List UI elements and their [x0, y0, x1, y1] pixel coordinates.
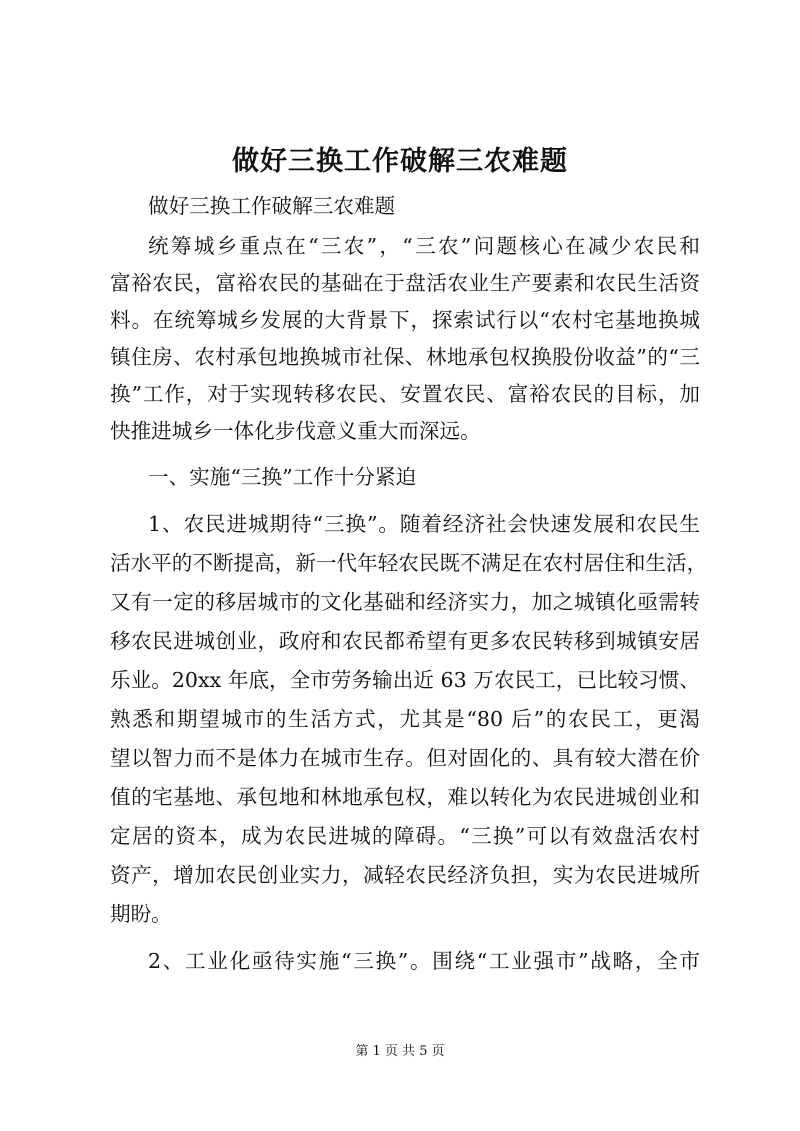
paragraph-line: 定居的资本，成为农民进城的障碍。“三换”可以有效盘活农村: [110, 824, 700, 848]
paragraph-line: 望以智力而不是体力在城市生存。但对固化的、具有较大潜在价: [110, 746, 700, 770]
subtitle-line: 做好三换工作破解三农难题: [148, 194, 396, 218]
paragraph-line: 换”工作，对于实现转移农民、安置农民、富裕农民的目标，加: [110, 382, 700, 406]
paragraph-line: 活水平的不断提高，新一代年轻农民既不满足在农村居住和生活，: [110, 551, 708, 575]
paragraph-line: 富裕农民，富裕农民的基础在于盘活农业生产要素和农民生活资: [110, 271, 700, 295]
paragraph-line: 移农民进城创业，政府和农民都希望有更多农民转移到城镇安居: [110, 629, 700, 653]
paragraph-line: 资产，增加农民创业实力，减轻农民经济负担，实为农民进城所: [110, 863, 700, 887]
paragraph-line: 值的宅基地、承包地和林地承包权，难以转化为农民进城创业和: [110, 785, 700, 809]
paragraph-line: 又有一定的移居城市的文化基础和经济实力，加之城镇化亟需转: [110, 590, 700, 614]
paragraph-line: 统筹城乡重点在“三农”，“三农”问题核心在减少农民和: [148, 234, 700, 258]
paragraph-line: 镇住房、农村承包地换城市社保、林地承包权换股份收益”的“三: [110, 345, 700, 369]
document-title: 做好三换工作破解三农难题: [232, 146, 568, 177]
paragraph-line: 快推进城乡一体化步伐意义重大而深远。: [110, 419, 481, 443]
paragraph-line: 熟悉和期望城市的生活方式，尤其是“80 后”的农民工，更渴: [110, 707, 700, 731]
paragraph-line: 乐业。20xx 年底，全市劳务输出近 63 万农民工，已比较习惯、: [110, 668, 700, 692]
paragraph-line: 期盼。: [110, 902, 172, 926]
paragraph-line: 1、农民进城期待“三换”。随着经济社会快速发展和农民生: [148, 512, 700, 536]
paragraph-line: 2、工业化亟待实施“三换”。围绕“工业强市”战略，全市: [148, 949, 700, 973]
paragraph-line: 料。在统筹城乡发展的大背景下，探索试行以“农村宅基地换城: [110, 308, 700, 332]
page-footer: 第 1 页 共 5 页: [355, 1044, 445, 1059]
section-heading: 一、实施“三换”工作十分紧迫: [148, 465, 417, 489]
